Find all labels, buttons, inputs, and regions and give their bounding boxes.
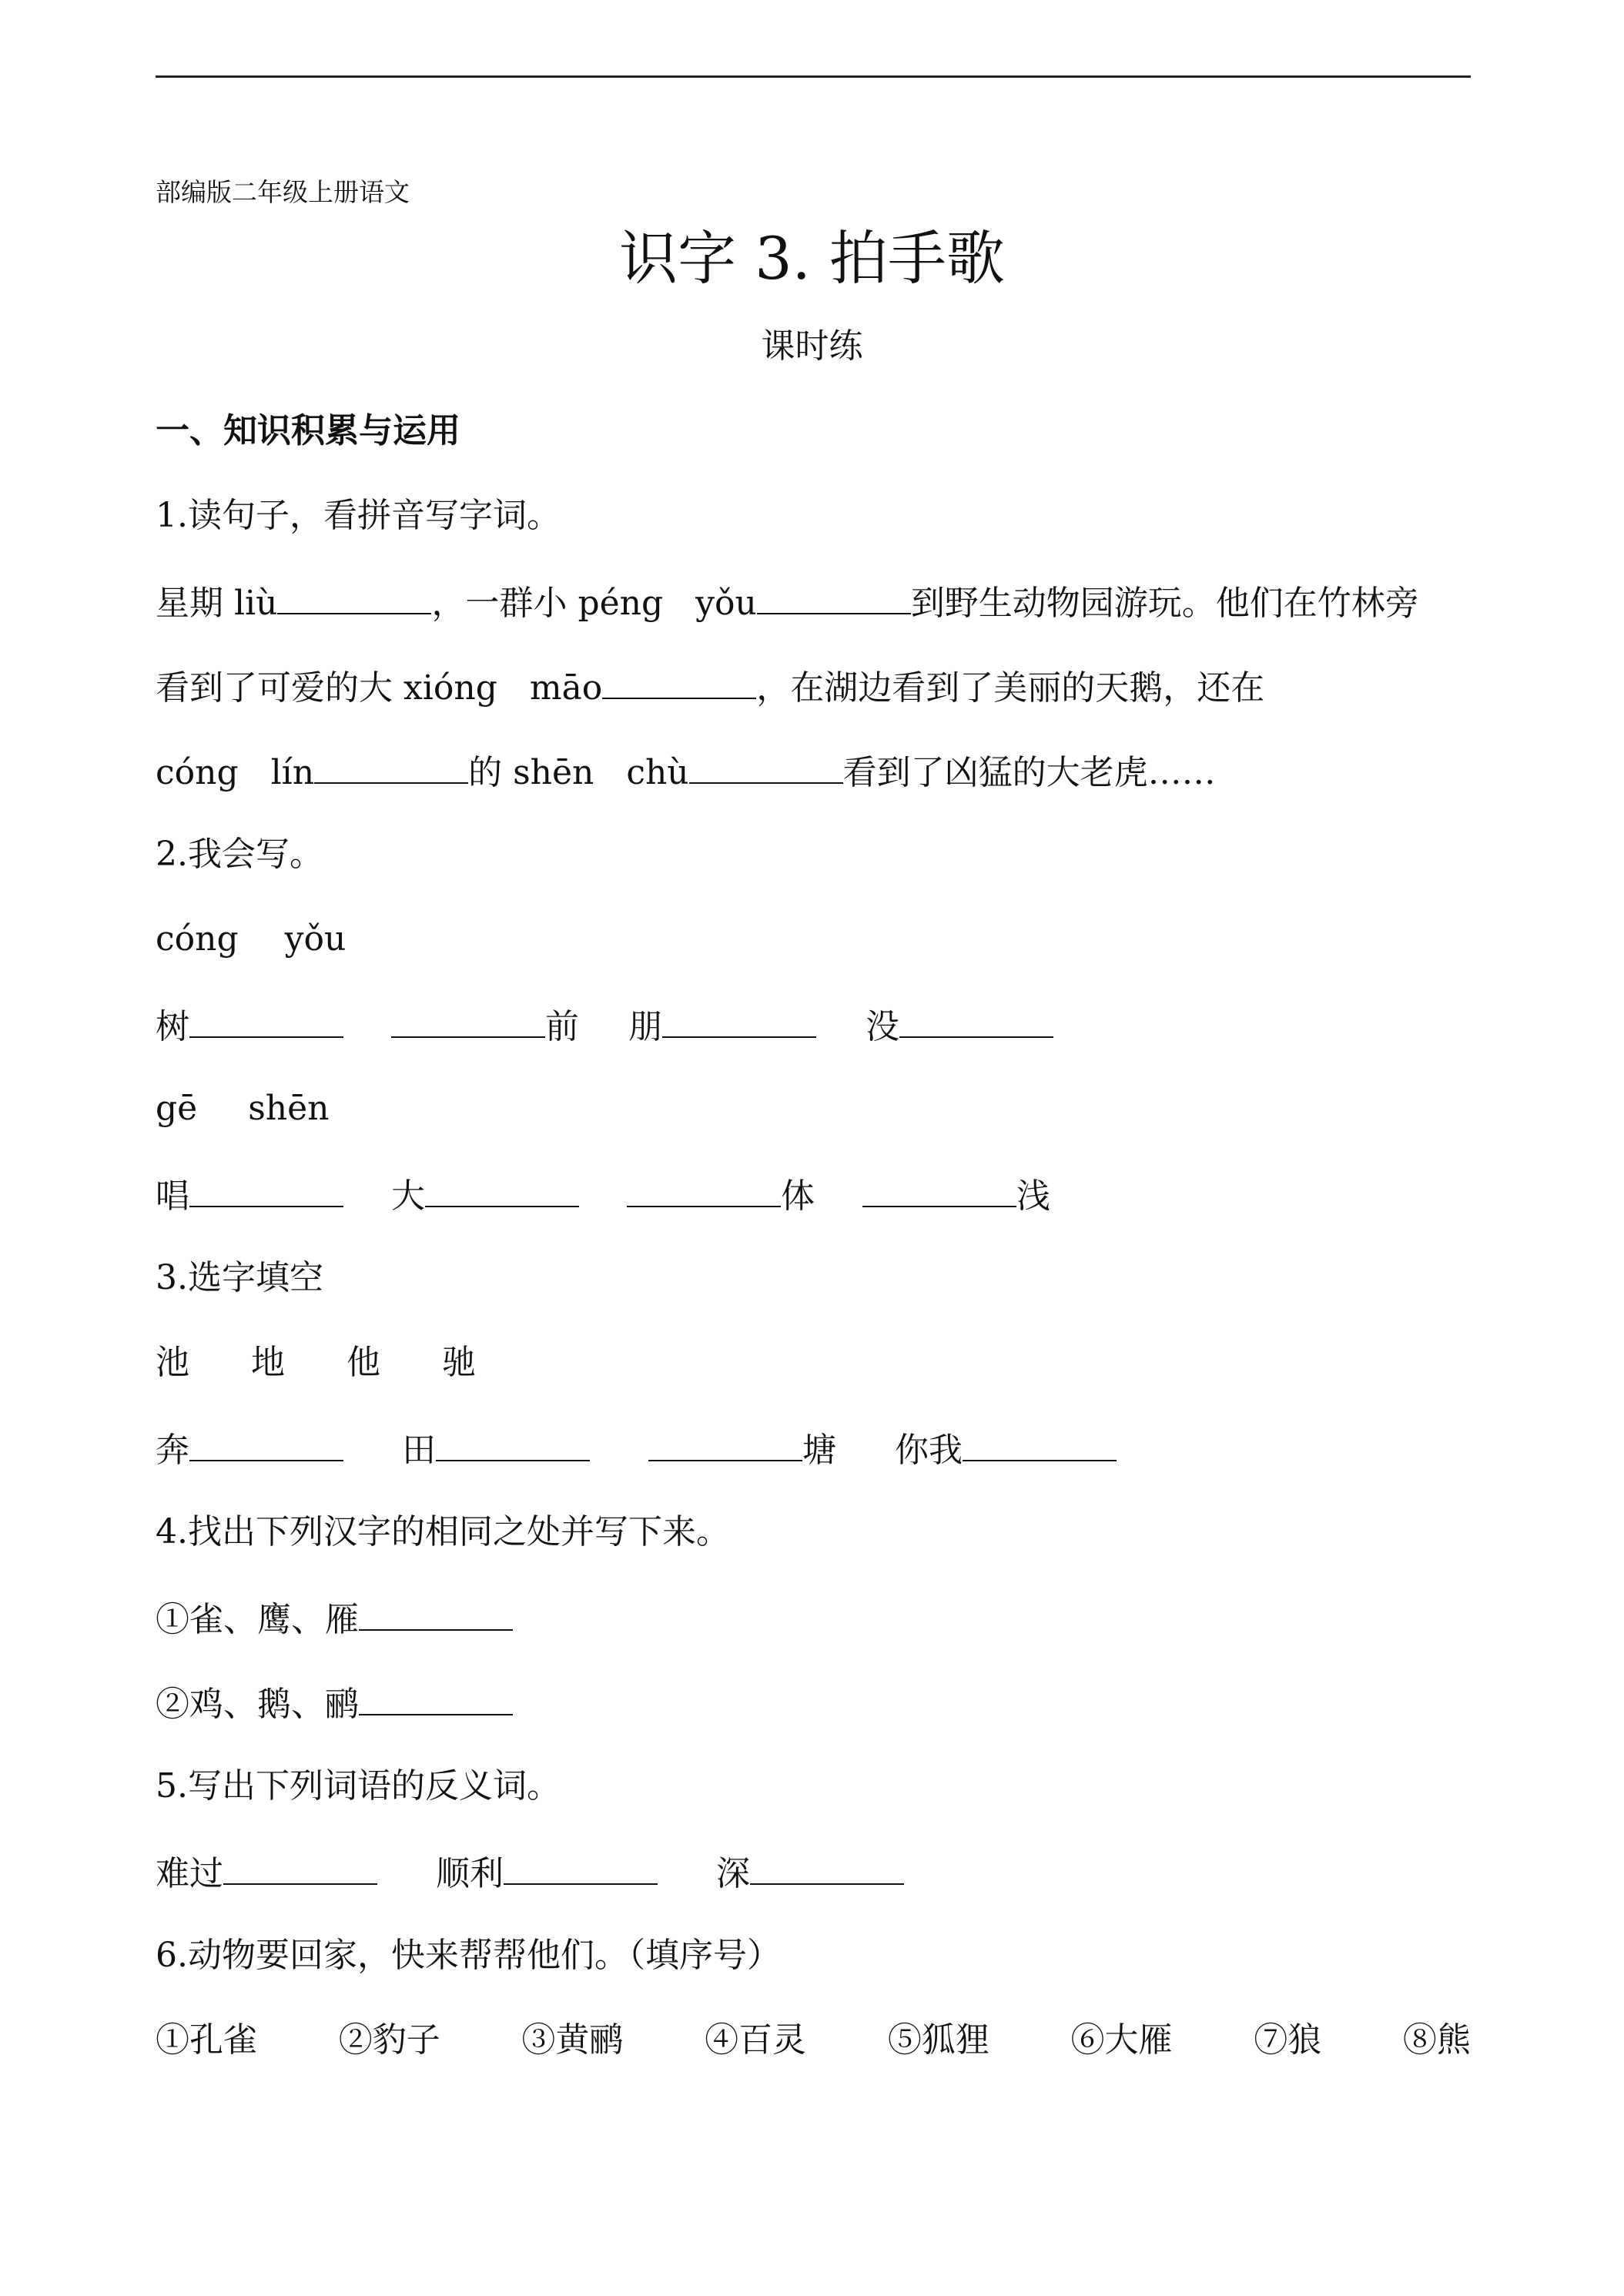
q1-text: 星期 liù xyxy=(156,584,278,623)
question-6-prompt: 6.动物要回家，快来帮帮他们。（填序号） xyxy=(156,1936,781,1975)
char: 田 xyxy=(402,1431,436,1470)
char: 奔 xyxy=(156,1431,189,1470)
answer-blank[interactable] xyxy=(862,1170,1016,1207)
pinyin: cóng xyxy=(156,919,239,959)
page-title: 识字 3. 拍手歌 xyxy=(619,224,1005,293)
animal-item: ⑧熊 xyxy=(1402,2020,1471,2060)
pinyin-row-1 xyxy=(156,916,346,962)
answer-blank[interactable] xyxy=(314,747,468,784)
char: 唱 xyxy=(156,1176,189,1216)
question-1-line-3 xyxy=(156,747,1216,796)
answer-blank[interactable] xyxy=(899,1001,1053,1038)
q1-text: 看到了凶猛的大老虎…… xyxy=(842,753,1216,792)
animal-item: ⑦狼 xyxy=(1254,2020,1322,2060)
question-1-line-1 xyxy=(156,577,1419,627)
answer-blank[interactable] xyxy=(277,577,431,614)
char: 树 xyxy=(156,1007,189,1046)
answer-blank[interactable] xyxy=(359,1594,513,1631)
option-char: 池 xyxy=(156,1343,189,1382)
pinyin: gē xyxy=(156,1089,198,1128)
question-3-prompt: 3.选字填空 xyxy=(156,1258,323,1297)
char: 没 xyxy=(866,1007,899,1046)
q4-text: ①雀、鹰、雁 xyxy=(156,1600,359,1639)
pinyin: shēn xyxy=(248,1089,330,1128)
book-label: 部编版二年级上册语文 xyxy=(156,177,410,207)
question-2-prompt: 2.我会写。 xyxy=(156,835,323,874)
answer-blank[interactable] xyxy=(189,1424,343,1461)
answer-blank[interactable] xyxy=(436,1424,590,1461)
section-heading: 一、知识积累与运用 xyxy=(156,411,460,450)
question-4-prompt: 4.找出下列汉字的相同之处并写下来。 xyxy=(156,1512,730,1551)
answer-blank[interactable] xyxy=(189,1170,343,1207)
animal-list xyxy=(156,2017,1471,2063)
answer-blank[interactable] xyxy=(963,1424,1117,1461)
char: 塘 xyxy=(802,1431,836,1470)
pinyin-row-2 xyxy=(156,1086,330,1132)
answer-blank[interactable] xyxy=(750,1848,904,1885)
q4-text: ②鸡、鹅、鹂 xyxy=(156,1685,359,1724)
answer-blank[interactable] xyxy=(425,1170,579,1207)
answer-blank[interactable] xyxy=(648,1424,802,1461)
question-1-prompt: 1.读句子，看拼音写字词。 xyxy=(156,496,561,535)
q1-text: 的 shēn chù xyxy=(468,753,689,792)
q4-item-1 xyxy=(156,1594,513,1643)
char: 前 xyxy=(545,1007,579,1046)
q1-text: 到野生动物园游玩。他们在竹林旁 xyxy=(910,584,1419,623)
write-row-1 xyxy=(156,1001,1053,1050)
answer-blank[interactable] xyxy=(757,577,911,614)
animal-item: ③黄鹂 xyxy=(521,2020,624,2060)
char: 体 xyxy=(781,1176,815,1216)
animal-item: ①孔雀 xyxy=(156,2020,257,2060)
answer-blank[interactable] xyxy=(391,1001,545,1038)
answer-blank[interactable] xyxy=(504,1848,658,1885)
q1-text: cóng lín xyxy=(156,753,315,792)
option-char: 他 xyxy=(347,1343,380,1382)
answer-blank[interactable] xyxy=(359,1678,513,1715)
q1-text: ，在湖边看到了美丽的天鹅，还在 xyxy=(756,668,1265,708)
question-1-line-2 xyxy=(156,662,1264,711)
animal-item: ⑤狐狸 xyxy=(887,2020,989,2060)
q4-item-2 xyxy=(156,1678,513,1728)
antonym-row xyxy=(156,1848,904,1897)
animal-item: ⑥大雁 xyxy=(1070,2020,1173,2060)
option-char: 地 xyxy=(251,1343,285,1382)
header-rule xyxy=(156,75,1471,78)
animal-item: ④百灵 xyxy=(705,2020,807,2060)
pinyin: yǒu xyxy=(284,919,347,959)
page-subtitle: 课时练 xyxy=(761,326,863,366)
char: 大 xyxy=(391,1176,425,1216)
q1-text: ，一群小 péng yǒu xyxy=(431,584,757,623)
question-5-prompt: 5.写出下列词语的反义词。 xyxy=(156,1766,561,1806)
write-row-2 xyxy=(156,1170,1050,1220)
char: 你我 xyxy=(895,1431,963,1470)
char: 朋 xyxy=(628,1007,662,1046)
answer-blank[interactable] xyxy=(689,747,843,784)
answer-blank[interactable] xyxy=(662,1001,816,1038)
fill-row xyxy=(156,1424,1117,1474)
answer-blank[interactable] xyxy=(189,1001,343,1038)
answer-blank[interactable] xyxy=(602,662,756,699)
word: 深 xyxy=(716,1854,750,1893)
word: 顺利 xyxy=(436,1854,504,1893)
option-char: 驰 xyxy=(442,1343,476,1382)
char: 浅 xyxy=(1016,1176,1050,1216)
q1-text: 看到了可爱的大 xióng māo xyxy=(156,668,603,708)
animal-item: ②豹子 xyxy=(338,2020,440,2060)
answer-blank[interactable] xyxy=(627,1170,781,1207)
answer-blank[interactable] xyxy=(223,1848,377,1885)
option-chars xyxy=(156,1340,476,1386)
word: 难过 xyxy=(156,1854,223,1893)
